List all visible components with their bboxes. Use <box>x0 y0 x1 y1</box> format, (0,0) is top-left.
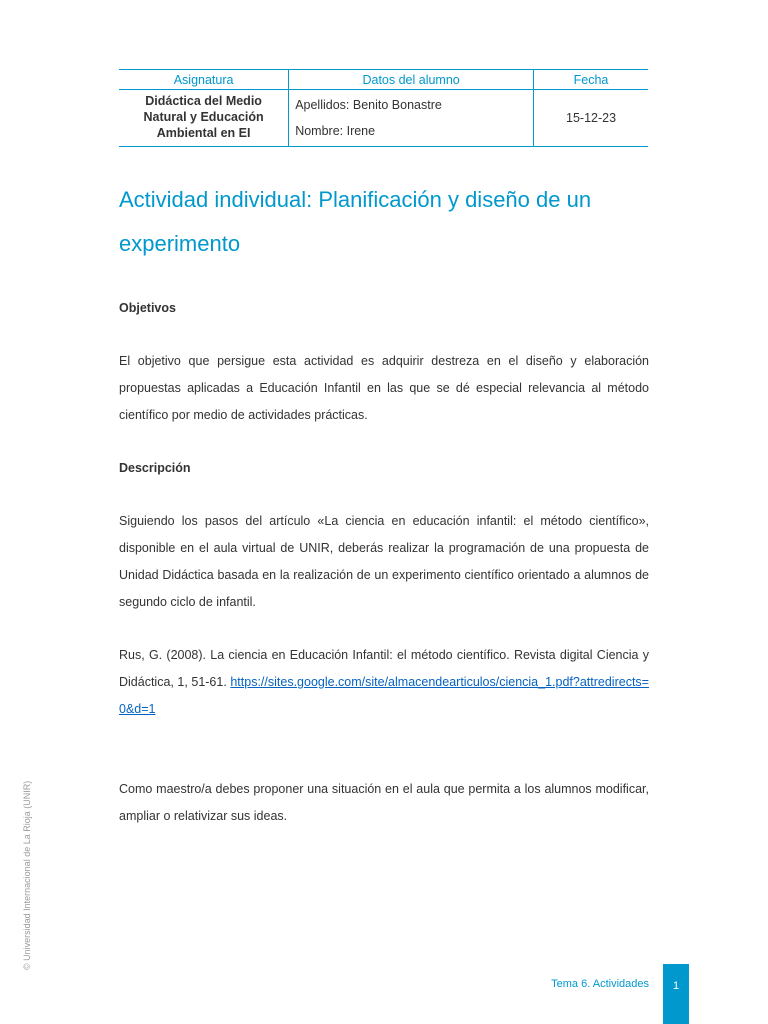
header-row <box>119 70 648 90</box>
subject-line: Ambiental en EI <box>156 126 251 140</box>
student-name: Nombre: Irene <box>295 124 376 138</box>
subject-line: Didáctica del Medio <box>145 94 262 108</box>
reference-citation: Rus, G. (2008). La ciencia en Educación Infantil: el método científico. Revista digital Ciencia y Didáctica, 1, 51-61. <box>119 648 649 689</box>
column-header-subject: Asignatura <box>119 70 289 90</box>
header-data-row <box>119 90 648 147</box>
date-cell: 15-12-23 <box>534 90 648 147</box>
column-header-student: Datos del alumno <box>289 70 534 90</box>
objectives-heading: Objetivos <box>119 301 176 315</box>
reference-paragraph <box>119 642 649 723</box>
student-surname: Apellidos: Benito Bonastre <box>295 98 442 112</box>
student-cell <box>289 90 534 147</box>
subject-cell <box>119 90 289 147</box>
description-heading: Descripción <box>119 461 191 475</box>
objectives-paragraph: El objetivo que persigue esta actividad es adquirir destreza en el diseño y elaboración propuestas aplicadas a Educación Infantil en las que se dé especial relevancia al método científico por medio de actividades prácticas. <box>119 354 649 422</box>
description-paragraph: Siguiendo los pasos del artículo «La ciencia en educación infantil: el método científico», disponible en el aula virtual de UNIR, deberás realizar la programación de una propuesta de Unidad Didáctica basada en la realización de un experimento científico orientado a alumnos de segundo ciclo de infantil. <box>119 514 649 609</box>
closing-paragraph: Como maestro/a debes proponer una situación en el aula que permita a los alumnos modificar, ampliar o relativizar sus ideas. <box>119 782 649 823</box>
page-number: 1 <box>663 964 689 1024</box>
reference-link[interactable]: https://sites.google.com/site/almacendearticulos/ciencia_1.pdf?attredirects=0&d=1 <box>119 675 649 716</box>
document-title: Actividad individual: Planificación y diseño de un experimento <box>119 187 592 256</box>
copyright-notice: © Universidad Internacional de La Rioja (UNIR) <box>22 780 32 970</box>
header-table <box>119 69 648 147</box>
subject-line: Natural y Educación <box>143 110 264 124</box>
footer-section-label: Tema 6. Actividades <box>551 978 649 990</box>
column-header-date: Fecha <box>534 70 648 90</box>
